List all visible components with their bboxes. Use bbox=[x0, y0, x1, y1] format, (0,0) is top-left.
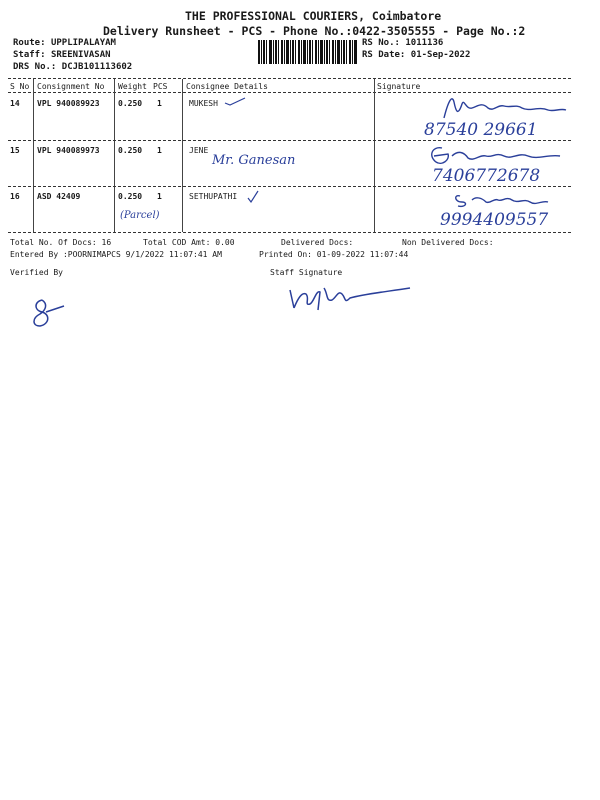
table-top-rule bbox=[8, 78, 571, 79]
staff-signature bbox=[284, 280, 414, 314]
row-consignee: JENE bbox=[189, 146, 209, 155]
delivered-docs: Delivered Docs: bbox=[281, 238, 354, 247]
route-line bbox=[13, 38, 116, 48]
rs-date-line bbox=[362, 50, 470, 60]
row-divider bbox=[8, 186, 571, 187]
row-weight: 0.250 bbox=[118, 99, 143, 108]
row-pcs: 1 bbox=[157, 146, 162, 155]
row-pcs: 1 bbox=[157, 99, 162, 108]
signature-phone-note: 87540 29661 bbox=[424, 120, 538, 140]
column-header-sno: S No bbox=[10, 82, 30, 91]
signature-phone-note: 9994409557 bbox=[440, 210, 549, 230]
entered-by: Entered By :POORNIMAPCS 9/1/2022 11:07:41 AM bbox=[10, 250, 222, 259]
printed-on: Printed On: 01-09-2022 11:07:44 bbox=[259, 250, 409, 259]
verified-by-label: Verified By bbox=[10, 268, 63, 277]
column-header-consignment: Consignment No bbox=[37, 82, 105, 91]
staff-line bbox=[13, 50, 111, 60]
column-header-weight: Weight bbox=[118, 82, 147, 91]
row-divider bbox=[8, 140, 571, 141]
table-bottom-rule bbox=[8, 232, 571, 233]
company-title: THE PROFESSIONAL COURIERS, Coimbatore bbox=[185, 9, 442, 23]
tick-mark bbox=[246, 190, 260, 204]
column-header-pcs: PCS bbox=[153, 82, 168, 91]
row-consignee: MUKESH bbox=[189, 99, 218, 108]
staff-value: SREENIVASAN bbox=[50, 50, 111, 60]
row-consignment: VPL 940089923 bbox=[37, 99, 100, 108]
col-divider bbox=[374, 79, 375, 232]
rs-date-value: 01-Sep-2022 bbox=[410, 50, 471, 60]
row-weight: 0.250 bbox=[118, 192, 143, 201]
row-sno: 15 bbox=[10, 146, 20, 155]
row-consignment: VPL 940089973 bbox=[37, 146, 100, 155]
handwritten-parcel-note: (Parcel) bbox=[120, 210, 160, 221]
total-docs: Total No. Of Docs: 16 bbox=[10, 238, 112, 247]
staff-signature-label: Staff Signature bbox=[270, 268, 343, 277]
rs-date-label: RS Date: bbox=[362, 50, 406, 60]
drs-line bbox=[13, 62, 132, 72]
staff-label: Staff: bbox=[13, 50, 46, 60]
non-delivered-docs: Non Delivered Docs: bbox=[402, 238, 494, 247]
col-divider bbox=[182, 79, 183, 232]
total-cod: Total COD Amt: 0.00 bbox=[143, 238, 235, 247]
barcode bbox=[258, 40, 358, 64]
row-pcs: 1 bbox=[157, 192, 162, 201]
drs-value: DCJB101113602 bbox=[61, 62, 133, 72]
rs-no-label: RS No.: bbox=[362, 38, 400, 48]
route-label: Route: bbox=[13, 38, 46, 48]
tick-mark bbox=[224, 97, 246, 107]
verifier-signature bbox=[28, 292, 68, 332]
col-divider bbox=[114, 79, 115, 232]
row-sno: 14 bbox=[10, 99, 20, 108]
recipient-signature bbox=[452, 188, 552, 210]
drs-label: DRS No.: bbox=[13, 62, 57, 72]
signature-phone-note: 7406772678 bbox=[432, 166, 541, 186]
route-value: UPPLIPALAYAM bbox=[50, 38, 116, 48]
column-header-consignee: Consignee Details bbox=[186, 82, 268, 91]
rs-no-line bbox=[362, 38, 443, 48]
row-consignment: ASD 42409 bbox=[37, 192, 81, 201]
rs-no-value: 1011136 bbox=[405, 38, 444, 48]
row-consignee: SETHUPATHI bbox=[189, 192, 238, 201]
runsheet-title: Delivery Runsheet - PCS - Phone No.:0422-3505555 - Page No.:2 bbox=[103, 24, 526, 38]
row-weight: 0.250 bbox=[118, 146, 143, 155]
col-divider bbox=[33, 79, 34, 232]
handwritten-receiver-name: Mr. Ganesan bbox=[212, 153, 296, 168]
row-sno: 16 bbox=[10, 192, 20, 201]
column-header-signature: Signature bbox=[377, 82, 421, 91]
